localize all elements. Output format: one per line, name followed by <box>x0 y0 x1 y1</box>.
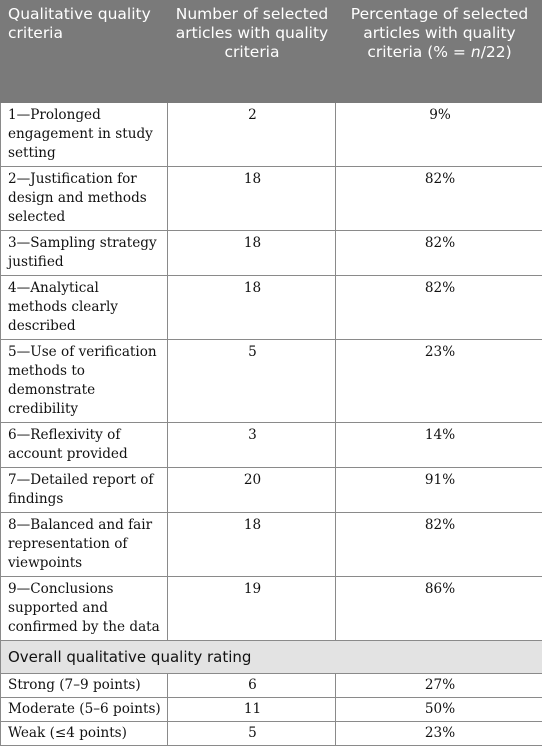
criterion-cell: 7—Detailed report of findings <box>1 468 168 513</box>
criterion-cell: 8—Balanced and fair representation of viewpoints <box>1 513 168 577</box>
count-cell: 2 <box>168 103 336 167</box>
rating-percent-cell: 27% <box>336 674 542 698</box>
table-row <box>1 276 542 340</box>
criterion-cell: 1—Prolonged engagement in study setting <box>1 103 168 167</box>
header-percentage-n: n <box>471 43 481 61</box>
criterion-cell: 2—Justification for design and methods selected <box>1 167 168 231</box>
count-cell: 18 <box>168 167 336 231</box>
count-cell: 5 <box>168 340 336 423</box>
count-cell: 18 <box>168 513 336 577</box>
percent-cell: 82% <box>336 231 542 276</box>
header-percentage-suffix: /22) <box>481 43 512 61</box>
rating-count-cell: 5 <box>168 722 336 746</box>
table-row <box>1 340 542 423</box>
rating-percent-cell: 23% <box>336 722 542 746</box>
table-row <box>1 468 542 513</box>
section-label: Overall qualitative quality rating <box>1 641 542 674</box>
count-cell: 20 <box>168 468 336 513</box>
percent-cell: 82% <box>336 167 542 231</box>
table-row <box>1 513 542 577</box>
header-count: Number of selected articles with quality criteria <box>168 1 336 103</box>
rating-row <box>1 722 542 746</box>
criterion-cell: 5—Use of verification methods to demonstrate credibility <box>1 340 168 423</box>
header-percentage <box>336 1 542 103</box>
percent-cell: 23% <box>336 340 542 423</box>
percent-cell: 14% <box>336 423 542 468</box>
table-row <box>1 231 542 276</box>
header-percentage-prefix: Percentage of selected articles with quality criteria (% = <box>351 5 528 61</box>
percent-cell: 9% <box>336 103 542 167</box>
percent-cell: 82% <box>336 513 542 577</box>
table-row <box>1 423 542 468</box>
percent-cell: 91% <box>336 468 542 513</box>
rating-label-cell: Moderate (5–6 points) <box>1 698 168 722</box>
count-cell: 3 <box>168 423 336 468</box>
criterion-cell: 3—Sampling strategy justified <box>1 231 168 276</box>
table-row <box>1 577 542 641</box>
rating-label-cell: Strong (7–9 points) <box>1 674 168 698</box>
criterion-cell: 6—Reflexivity of account provided <box>1 423 168 468</box>
count-cell: 18 <box>168 276 336 340</box>
percent-cell: 86% <box>336 577 542 641</box>
percent-cell: 82% <box>336 276 542 340</box>
rating-label-cell: Weak (≤4 points) <box>1 722 168 746</box>
table-row <box>1 103 542 167</box>
header-criteria: Qualitative quality criteria <box>1 1 168 103</box>
section-header-row <box>1 641 542 674</box>
rating-row <box>1 698 542 722</box>
table-row <box>1 167 542 231</box>
rating-count-cell: 11 <box>168 698 336 722</box>
criterion-cell: 9—Conclusions supported and confirmed by the data <box>1 577 168 641</box>
rating-percent-cell: 50% <box>336 698 542 722</box>
rating-count-cell: 6 <box>168 674 336 698</box>
header-row <box>1 1 542 103</box>
rating-row <box>1 674 542 698</box>
criterion-cell: 4—Analytical methods clearly described <box>1 276 168 340</box>
count-cell: 18 <box>168 231 336 276</box>
count-cell: 19 <box>168 577 336 641</box>
